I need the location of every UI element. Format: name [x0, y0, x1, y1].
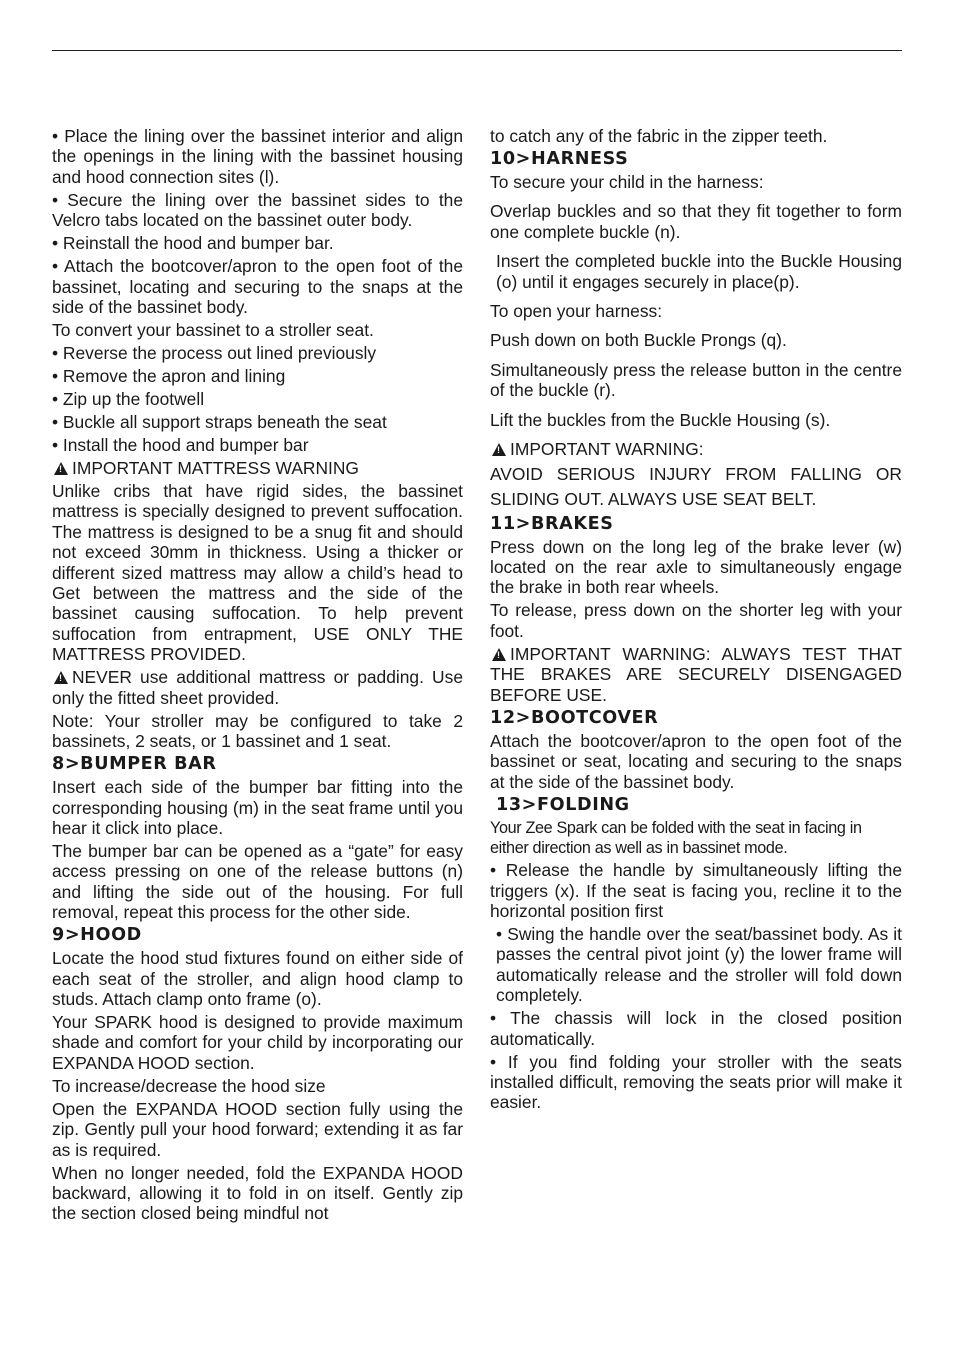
warning-icon: [492, 648, 506, 661]
list-item: • Reverse the process out lined previously: [52, 343, 377, 364]
section-heading-bootcover: 12>BOOTCOVER: [490, 707, 659, 728]
section-heading-hood: 9>HOOD: [52, 925, 142, 946]
paragraph: • Secure the lining over the bassinet sides to the Velcro tabs located on the bassinet outer body.: [52, 189, 463, 231]
mattress-padding-warning: [52, 667, 463, 708]
paragraph: To increase/decrease the hood size: [52, 1075, 326, 1096]
list-item: • Buckle all support straps beneath the seat: [52, 412, 387, 433]
paragraph: The bumper bar can be opened as a “gate” for easy access pressing on one of the release buttons (n) and lifting the side out of the housing. For full removal, repeat this process for the other side.: [52, 840, 463, 923]
paragraph: Your Zee Spark can be folded with the seat in facing in either direction as well as in bassinet mode.: [490, 818, 862, 857]
warning-icon: [492, 443, 506, 456]
paragraph: Overlap buckles and so that they fit together to form one complete buckle (n).: [490, 201, 902, 242]
paragraph: • Release the handle by simultaneously lifting the triggers (x). If the seat is facing you, recline it to the horizontal position first: [490, 860, 902, 921]
paragraph: Note: Your stroller may be configured to take 2 bassinets, 2 seats, or 1 bassinet and 1 seat.: [52, 710, 463, 752]
warning-text: IMPORTANT WARNING: ALWAYS TEST THAT THE BRAKES ARE SECURELY DISENGAGED BEFORE USE.: [490, 643, 902, 705]
paragraph: • If you find folding your stroller with the seats installed difficult, removing the seats prior will make it easier.: [490, 1051, 902, 1113]
paragraph: Attach the bootcover/apron to the open foot of the bassinet or seat, locating and securing to the snaps at the side of the bassinet body.: [490, 730, 902, 792]
paragraph: Insert each side of the bumper bar fitting into the corresponding housing (m) in the seat frame until you hear it click into place.: [52, 777, 463, 838]
section-heading-folding: 13>FOLDING: [496, 794, 630, 815]
brakes-warning: [490, 644, 902, 705]
section-heading-bumper-bar: 8>BUMPER BAR: [52, 754, 217, 775]
paragraph: • Place the lining over the bassinet interior and align the openings in the lining with the bassinet housing and hood connection sites (l).: [52, 126, 463, 187]
paragraph: Simultaneously press the release button in the centre of the buckle (r).: [490, 359, 902, 401]
paragraph: To open your harness:: [490, 301, 663, 322]
list-item: • Install the hood and bumper bar: [52, 435, 309, 456]
warning-icon: [54, 671, 68, 684]
paragraph: When no longer needed, fold the EXPANDA HOOD backward, allowing it to fold in on itself. Gently zip the section closed being mindful not: [52, 1162, 463, 1224]
paragraph: Lift the buckles from the Buckle Housing (s).: [490, 409, 831, 430]
list-item: • Zip up the footwell: [52, 389, 205, 410]
mattress-warning-heading: [52, 458, 463, 478]
warning-text: IMPORTANT WARNING:: [510, 439, 704, 460]
paragraph: Open the EXPANDA HOOD section fully using the zip. Gently pull your hood forward; extending it as far as is required.: [52, 1098, 463, 1160]
paragraph: Press down on the long leg of the brake lever (w) located on the rear axle to simultaneously engage the brake in both rear wheels.: [490, 536, 902, 598]
paragraph: • The chassis will lock in the closed position automatically.: [490, 1008, 902, 1049]
warning-icon: [54, 462, 68, 475]
paragraph: To convert your bassinet to a stroller seat.: [52, 320, 374, 341]
paragraph: Your SPARK hood is designed to provide maximum shade and comfort for your child by incorporating our EXPANDA HOOD section.: [52, 1011, 463, 1073]
warning-text: NEVER use additional mattress or padding. Use only the fitted sheet provided.: [52, 667, 463, 708]
right-column: [490, 126, 902, 1115]
paragraph: Unlike cribs that have rigid sides, the bassinet mattress is specially designed to prevent suffocation. The mattress is designed to be a snug fit and should not exceed 30mm in thickness. Using a thicker or different sized mattress may allow a child’s head to Get between the mattress and the side of the bassinet causing suffocation. To help prevent suffocation from entrapment, USE ONLY THE MATTRESS PROVIDED.: [52, 481, 463, 665]
paragraph: • Swing the handle over the seat/bassinet body. As it passes the central pivot joint (y) the lower frame will automatically release and the stroller will fold down completely.: [496, 923, 902, 1006]
paragraph: Push down on both Buckle Prongs (q).: [490, 330, 787, 351]
section-heading-brakes: 11>BRAKES: [490, 513, 614, 534]
paragraph: To secure your child in the harness:: [490, 172, 764, 192]
paragraph: Insert the completed buckle into the Buckle Housing (o) until it engages securely in place(p).: [496, 251, 902, 292]
list-item: • Remove the apron and lining: [52, 366, 286, 387]
paragraph: To release, press down on the shorter leg with your foot.: [490, 600, 902, 641]
left-column: [52, 126, 463, 1226]
warning-text: IMPORTANT MATTRESS WARNING: [72, 458, 359, 479]
paragraph: AVOID SERIOUS INJURY FROM FALLING OR SLIDING OUT. ALWAYS USE SEAT BELT.: [490, 464, 902, 509]
paragraph: • Reinstall the hood and bumper bar.: [52, 233, 334, 254]
header-rule: [52, 50, 902, 51]
harness-warning-heading: [490, 439, 902, 459]
section-heading-harness: 10>HARNESS: [490, 149, 629, 169]
paragraph: • Attach the bootcover/apron to the open foot of the bassinet, locating and securing to the snaps at the side of the bassinet body.: [52, 256, 463, 318]
paragraph: to catch any of the fabric in the zipper teeth.: [490, 126, 828, 146]
paragraph: Locate the hood stud fixtures found on either side of each seat of the stroller, and align hood clamp to studs. Attach clamp onto frame (o).: [52, 948, 463, 1009]
